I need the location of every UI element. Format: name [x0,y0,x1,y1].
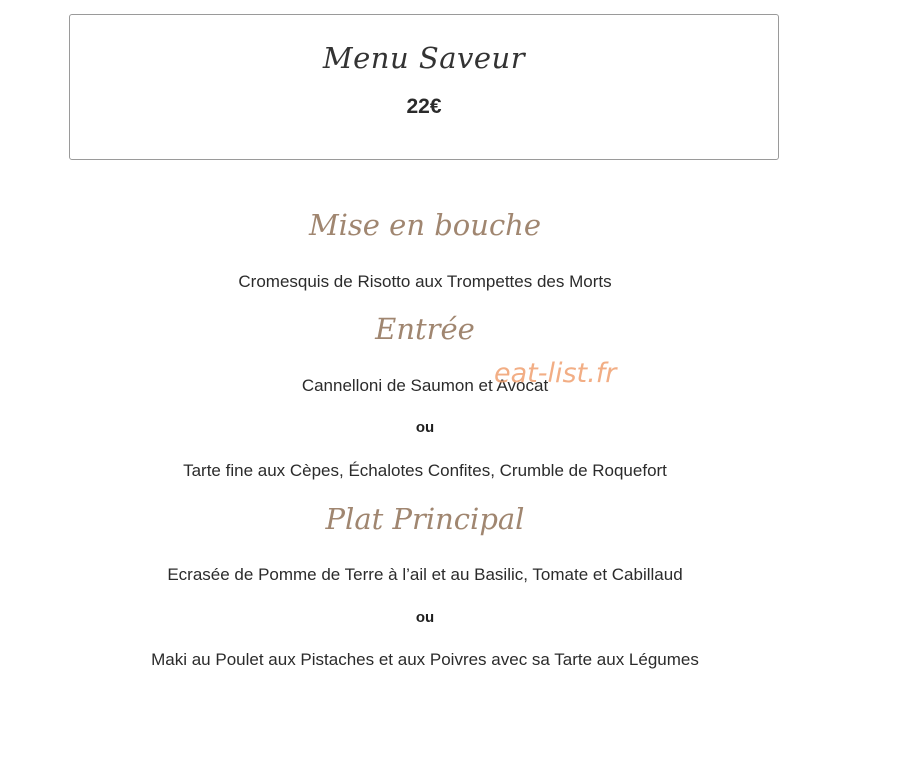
dish-item: Cannelloni de Saumon et Avocat [301,376,549,395]
menu-title: Menu Saveur [322,41,526,75]
section-title-entree: Entrée [375,312,475,346]
watermark: eat-list.fr [494,358,617,389]
section-title-mise-en-bouche: Mise en bouche [308,208,542,242]
dish-item: Maki au Poulet aux Pistaches et aux Poivres avec sa Tarte aux Légumes [151,650,699,669]
menu-price: 22€ [406,95,442,118]
separator-or: ou [415,419,435,436]
section-title-plat-principal: Plat Principal [325,502,525,536]
dish-item: Tarte fine aux Cèpes, Échalotes Confites, Crumble de Roquefort [183,461,667,480]
dish-item: Cromesquis de Risotto aux Trompettes des Morts [238,272,612,291]
separator-or: ou [415,609,435,626]
dish-item: Ecrasée de Pomme de Terre à l’ail et au Basilic, Tomate et Cabillaud [167,565,683,584]
menu-card [69,14,779,160]
